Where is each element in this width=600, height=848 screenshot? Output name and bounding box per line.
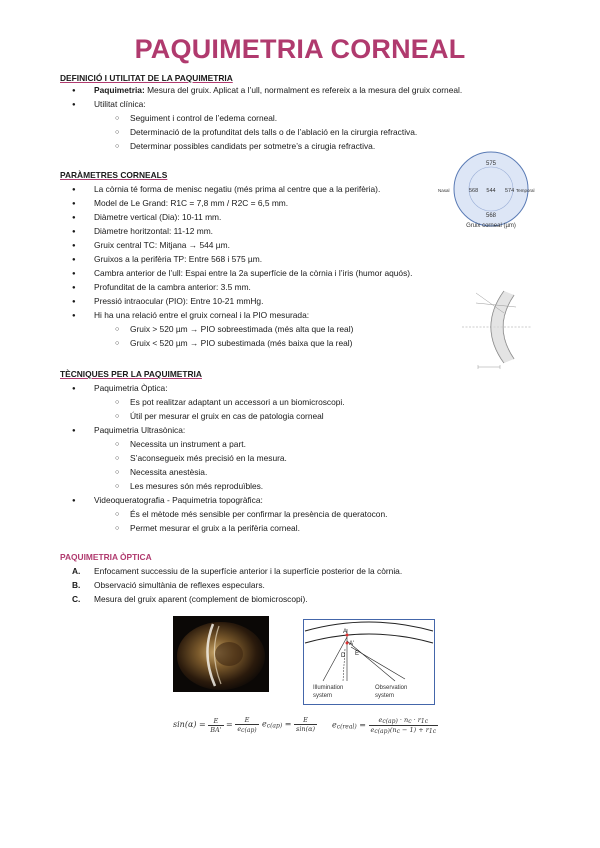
label-observation-system: system	[375, 693, 395, 699]
heading-optica: PAQUIMETRIA ÒPTICA	[60, 552, 152, 562]
list-item: ● Paquimetria Òptica:	[94, 383, 168, 394]
label-temporal: Temporal	[516, 188, 535, 193]
heading-tecniques: TÈCNIQUES PER LA PAQUIMETRIA	[60, 369, 202, 379]
list-item: ● Gruix central TC: Mitjana → 544 µm.	[94, 240, 230, 251]
optical-pachymetry-diagram	[303, 619, 435, 705]
label-a: A	[343, 629, 348, 635]
list-item: ○ Útil per mesurar el gruix en cas de patologia corneal	[130, 411, 324, 422]
cornea-thickness-figure	[436, 150, 546, 232]
list-item: ○ Necessita un instrument a part.	[130, 439, 246, 450]
list-item: ● Cambra anterior de l’ull: Espai entre la 2a superfície de la còrnia i l’iris (humor aquós).	[94, 268, 412, 279]
list-item: ○ Seguiment i control de l’edema corneal.	[130, 113, 277, 124]
list-item: ○ Gruix > 520 µm → PIO sobreestimada (més alta que la real)	[130, 324, 353, 335]
list-item: ● Paquimetria: Mesura del gruix. Aplicat a l’ull, normalment es refereix a la mesura del gruix corneal.	[94, 85, 462, 96]
list-item: A. Enfocament successiu de la superfície anterior i la superfície posterior de la còrnia.	[72, 566, 403, 576]
label-d: D	[341, 653, 346, 659]
list-item: ● Videoqueratografia - Paquimetria topogràfica:	[94, 495, 263, 506]
list-item: ● Pressió intraocular (PIO): Entre 10-21 mmHg.	[94, 296, 263, 307]
list-item: ○ Permet mesurar el gruix a la perifèria corneal.	[130, 523, 300, 534]
list-item: ○ Determinar possibles candidats per sotmetre’s a cirugia refractiva.	[130, 141, 375, 152]
list-item: ● La còrnia té forma de menisc negatiu (més prima al centre que a la perifèria).	[94, 184, 380, 195]
list-item: ● Diàmetre vertical (Dia): 10-11 mm.	[94, 212, 221, 223]
list-item: ● Model de Le Grand: R1C = 7,8 mm / R2C = 6,5 mm.	[94, 198, 288, 209]
list-item: B. Observació simultània de reflexes especulars.	[72, 580, 265, 590]
heading-definicio: DEFINICIÓ I UTILITAT DE LA PAQUIMETRIA	[60, 73, 233, 83]
list-item: ○ Determinació de la profunditat dels talls o de l’ablació en la cirurgia refractiva.	[130, 127, 417, 138]
figure-caption: Gruix corneal (µm)	[466, 223, 516, 229]
list-item: ○ Necessita anestèsia.	[130, 467, 207, 478]
list-item: ○ És el mètode més sensible per confirmar la presència de queratocon.	[130, 509, 387, 520]
cornea-meniscus-diagram	[456, 283, 538, 371]
formula-sin: sin(α) = $\frac{E}{BA'}$ = $\frac{E}{e_{c(ap)}}$	[173, 716, 257, 734]
thickness-top: 575	[485, 161, 497, 167]
label-a-prime: A'	[349, 641, 355, 647]
thickness-right: 574	[505, 188, 515, 194]
label-nasal: Nasal	[438, 188, 450, 193]
list-item: C. Mesura del gruix aparent (complement de biomicroscopi).	[72, 594, 308, 604]
slit-lamp-photo	[173, 616, 269, 692]
formula-ec-real: $e_{c(real)}$ = $\frac{e_{c(ap)} \cdot n_c \cdot r_{1c}}{e_{c(ap)}(n_c - 1) + r_{1c}}$	[332, 716, 437, 735]
label-observation: Observation	[375, 685, 408, 691]
list-item: ● Diàmetre horitzontal: 11-12 mm.	[94, 226, 213, 237]
label-illumination-system: system	[313, 693, 333, 699]
formula-ec-ap: $e_{c(ap)}$ = $\frac{E}{\sin(\alpha)}$	[262, 716, 316, 733]
list-item: ○ Les mesures són més reproduïbles.	[130, 481, 263, 492]
list-item: ○ Es pot realitzar adaptant un accessori a un biomicroscopi.	[130, 397, 345, 408]
thickness-bottom: 568	[485, 213, 497, 219]
list-item: ● Paquimetria Ultrasònica:	[94, 425, 185, 436]
page-title: PAQUIMETRIA CORNEAL	[134, 34, 466, 64]
list-item: ● Utilitat clínica:	[94, 99, 146, 110]
list-item: ○ S’aconsegueix més precisió en la mesura.	[130, 453, 287, 464]
thickness-center: 544	[486, 188, 496, 194]
list-item: ● Gruixos a la perifèria TP: Entre 568 i 575 µm.	[94, 254, 262, 265]
list-item: ● Profunditat de la cambra anterior: 3.5 mm.	[94, 282, 251, 293]
heading-parametres: PARÀMETRES CORNEALS	[60, 170, 168, 180]
list-item: ○ Gruix < 520 µm → PIO subestimada (més baixa que la real)	[130, 338, 352, 349]
list-item: ● Hi ha una relació entre el gruix corneal i la PIO mesurada:	[94, 310, 309, 321]
label-e: E	[355, 651, 360, 657]
thickness-left: 568	[469, 188, 479, 194]
label-illumination: Illumination	[313, 685, 344, 691]
